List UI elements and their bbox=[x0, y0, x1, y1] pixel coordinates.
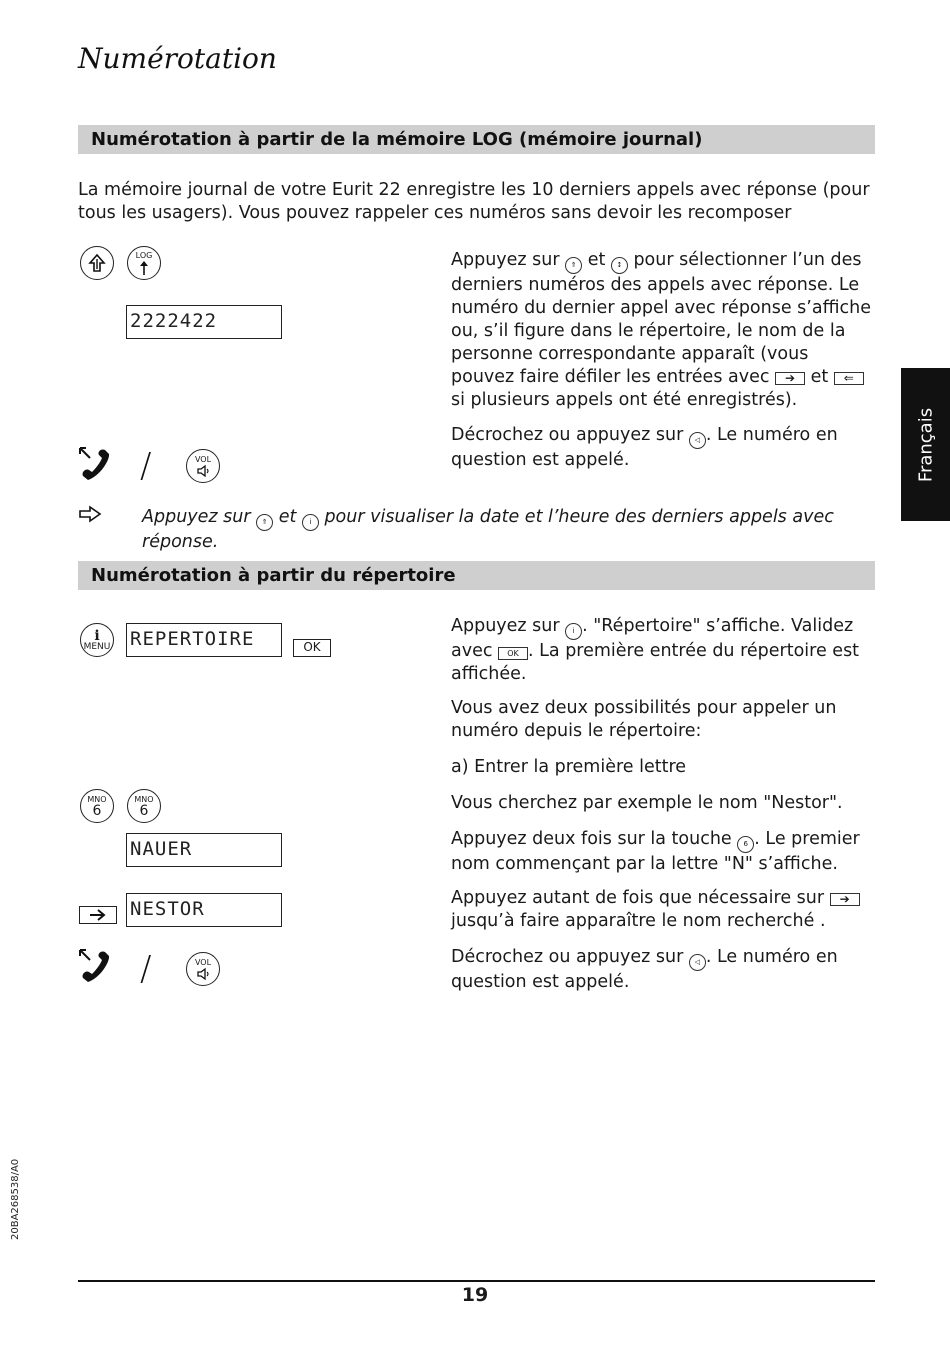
vol-label: VOL bbox=[194, 454, 212, 464]
section-heading-log: Numérotation à partir de la mémoire LOG (mémoire journal) bbox=[78, 125, 875, 154]
dir-step-6: Appuyez autant de fois que nécessaire sur ➔ jusqu’à faire apparaître le nom recherché . bbox=[451, 887, 876, 933]
note-arrow-icon bbox=[78, 505, 102, 527]
menu-inline-icon: i bbox=[302, 514, 319, 531]
or-slash: / bbox=[140, 446, 152, 486]
dir-para-2: Vous avez deux possibilités pour appeler un numéro depuis le répertoire: bbox=[451, 698, 837, 741]
section-intro: La mémoire journal de votre Eurit 22 enregistre les 10 derniers appels avec réponse (pour tous les usagers). Vous pouvez rappeler ces numéros sans devoir les recomposer bbox=[78, 180, 870, 223]
section-heading-directory: Numérotation à partir du répertoire bbox=[78, 561, 875, 590]
or-slash: / bbox=[140, 949, 152, 989]
menu-key-icon bbox=[80, 623, 114, 657]
right-arrow-key-icon bbox=[79, 906, 117, 924]
menu-key-label: MENU bbox=[83, 641, 111, 652]
key-6-mno-icon: MNO 6 bbox=[80, 789, 114, 823]
menu-inline-icon: i bbox=[565, 623, 582, 640]
speaker-inline-icon: ◁ bbox=[689, 432, 706, 449]
dir-step-5: Appuyez deux fois sur la touche 6 . Le premier nom commençant par la lettre "N" s’affiche. bbox=[451, 829, 860, 874]
key-6-mno-icon: MNO 6 bbox=[127, 789, 161, 823]
speaker-key-icon: VOL bbox=[186, 952, 220, 986]
dir-step-1: Appuyez sur i . "Répertoire" s’affiche. Validez avec OK . La première entrée du répertoire est affichée. bbox=[451, 616, 860, 684]
speaker-inline-icon: ◁ bbox=[689, 954, 706, 971]
speaker-key-icon bbox=[186, 449, 220, 483]
log-key-label: LOG bbox=[135, 250, 153, 260]
dir-para-4: Vous cherchez par exemple le nom "Nestor". bbox=[451, 793, 843, 813]
right-arrow-inline-icon: ➔ bbox=[830, 893, 860, 906]
log-step-2: Décrochez ou appuyez sur ◁ . Le numéro en question est appelé. bbox=[451, 425, 838, 470]
language-tab bbox=[901, 368, 950, 521]
ok-inline-icon: OK bbox=[498, 647, 528, 660]
handset-icon bbox=[78, 948, 112, 988]
lcd-display-repertoire: REPERTOIRE bbox=[126, 623, 282, 657]
dir-para-3: a) Entrer la première lettre bbox=[451, 757, 687, 777]
lcd-display-nestor: NESTOR bbox=[126, 893, 282, 927]
log-key-icon bbox=[127, 246, 161, 280]
log-step-1: Appuyez sur ⇑ et ↕ pour sélectionner l’un des derniers numéros des appels avec réponse. Le numéro du dernier appel avec réponse s’affiche ou, s’il figure dans le répertoire, le nom de la personne correspondante apparaît (vous pouvez faire défiler les entrées avec ➔ et ⇐ si plusieurs appels ont été enregistrés). bbox=[451, 250, 871, 410]
ok-key: OK bbox=[293, 639, 331, 657]
lcd-display-log: 2222422 bbox=[126, 305, 282, 339]
handset-icon bbox=[78, 446, 112, 486]
menu-key-i: i bbox=[94, 627, 100, 644]
up-scroll-key-icon bbox=[80, 246, 114, 280]
dir-step-7: Décrochez ou appuyez sur ◁ . Le numéro en question est appelé. bbox=[451, 947, 838, 992]
log-inline-icon: ↕ bbox=[611, 257, 628, 274]
lcd-display-nauer: NAUER bbox=[126, 833, 282, 867]
up-scroll-inline-icon: ⇑ bbox=[565, 257, 582, 274]
page-title: Numérotation bbox=[78, 42, 277, 75]
right-arrow-inline-icon: ➔ bbox=[775, 372, 805, 385]
page-number: 19 bbox=[461, 1284, 489, 1306]
document-code: 20BA268538/A0 bbox=[10, 1158, 21, 1240]
key-6-inline-icon: 6 bbox=[737, 836, 754, 853]
footer-rule bbox=[78, 1280, 875, 1282]
log-note: Appuyez sur ⇑ et i pour visualiser la date et l’heure des derniers appels avec réponse. bbox=[142, 507, 834, 552]
left-arrow-inline-icon: ⇐ bbox=[834, 372, 864, 385]
language-tab-label: Français bbox=[915, 407, 936, 482]
up-scroll-inline-icon: ⇑ bbox=[256, 514, 273, 531]
